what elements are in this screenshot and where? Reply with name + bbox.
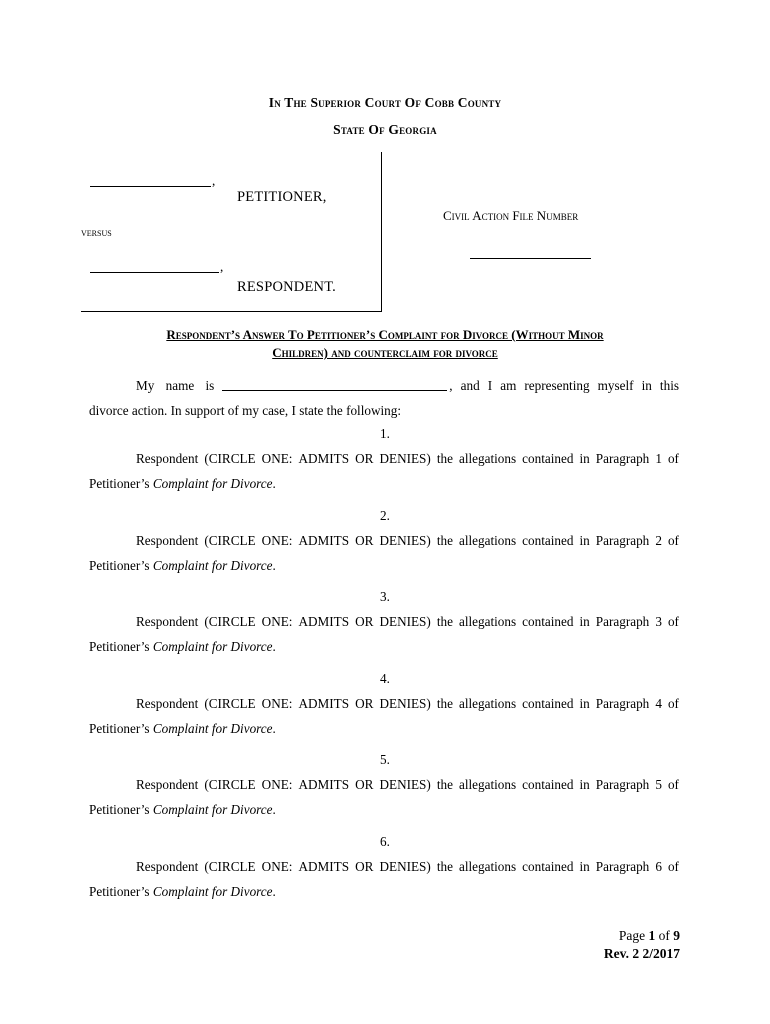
paragraph-word: the: [436, 614, 453, 629]
respondent-name-field[interactable]: [222, 378, 447, 391]
paragraph-word: the: [436, 858, 453, 874]
paragraph-end: .: [272, 802, 276, 817]
document-title: [80, 326, 690, 362]
paragraph-line-1: [136, 614, 679, 630]
paragraph-word: OR: [355, 777, 374, 792]
paragraph-word: OR: [355, 858, 374, 874]
paragraph-word: OR: [355, 532, 374, 548]
paragraph-word: contained: [522, 614, 574, 629]
paragraph-word: contained: [522, 858, 574, 874]
intro-line-1: [136, 378, 679, 394]
paragraph-word: Respondent: [136, 695, 199, 711]
paragraph-word: 1: [655, 451, 662, 466]
paragraph-word: contained: [522, 451, 574, 466]
paragraph-word: (CIRCLE: [204, 777, 256, 792]
complaint-reference: Complaint for Divorce: [152, 802, 273, 817]
paragraph-line-2: [89, 721, 276, 737]
paragraph-word: (CIRCLE: [204, 532, 256, 548]
paragraph-word: in: [579, 777, 590, 792]
paragraph-word: (CIRCLE: [204, 614, 256, 629]
paragraph-word: ADMITS: [298, 695, 350, 711]
petitioner-comma: ,: [212, 173, 216, 188]
paragraph-line-1: [136, 777, 679, 793]
page-word: Page: [618, 928, 646, 943]
paragraph-line-1: [136, 533, 679, 549]
paragraph-word: the: [436, 695, 453, 711]
paragraph-word: 4: [655, 695, 662, 711]
paragraph-end: .: [272, 639, 276, 654]
paragraph-word: Paragraph: [595, 532, 650, 548]
paragraph-word: 5: [655, 777, 662, 792]
paragraph-word: (CIRCLE: [204, 451, 256, 466]
paragraph-end: .: [272, 557, 276, 573]
paragraph-word: in: [579, 451, 590, 466]
paragraph-word: in: [579, 532, 590, 548]
paragraph-line-2: [89, 802, 276, 818]
paragraph-word: Respondent: [136, 777, 199, 792]
petitioner-name-blank[interactable]: [90, 172, 211, 187]
caption-horizontal-divider: [81, 311, 382, 312]
paragraph-word: DENIES): [379, 777, 431, 792]
paragraph-word: the: [436, 777, 453, 792]
paragraph-word: ADMITS: [298, 614, 350, 629]
paragraph-word: contained: [522, 532, 574, 548]
paragraph-number: 6.: [380, 833, 390, 849]
petitioner-label: PETITIONER,: [237, 189, 327, 205]
page-of: of: [658, 928, 670, 943]
paragraph-word: ONE:: [261, 777, 293, 792]
paragraph-word: (CIRCLE: [204, 858, 256, 874]
state-heading: State Of Georgia: [333, 122, 437, 137]
caption-vertical-divider: [381, 152, 382, 312]
civil-action-label: Civil Action File Number: [443, 208, 579, 223]
paragraph-number: 4.: [380, 670, 390, 686]
complaint-reference: Complaint for Divorce: [152, 639, 273, 654]
paragraph-word: ONE:: [261, 695, 293, 711]
document-title-line-1: Respondent’s Answer To Petitioner’s Complaint for Divorce (Without Minor: [166, 327, 604, 342]
page-number: [619, 928, 680, 944]
paragraph-word: contained: [522, 777, 574, 792]
paragraph-end: .: [272, 476, 276, 491]
paragraph-word: Paragraph: [595, 614, 650, 629]
paragraph-word: OR: [355, 614, 374, 629]
paragraph-word: of: [667, 777, 679, 792]
complaint-reference: Complaint for Divorce: [152, 476, 273, 491]
paragraph-number: 5.: [380, 752, 390, 767]
paragraph-word: DENIES): [379, 695, 431, 711]
paragraph-word: DENIES): [379, 532, 431, 548]
paragraph-word: 3: [655, 614, 662, 629]
paragraph-word: of: [667, 858, 679, 874]
paragraph-word: allegations: [458, 451, 517, 466]
respondent-label: RESPONDENT.: [237, 279, 337, 295]
paragraph-word: in: [579, 614, 590, 629]
paragraph-word: allegations: [458, 532, 517, 548]
complaint-reference: Complaint for Divorce: [152, 883, 273, 899]
paragraph-word: Paragraph: [595, 858, 650, 874]
respondent-name-blank[interactable]: [90, 258, 219, 273]
versus-label: versus: [81, 227, 112, 239]
paragraph-end: .: [272, 720, 276, 736]
paragraph-word: contained: [522, 695, 574, 711]
page-current: 1: [648, 928, 656, 943]
intro-suffix: , and I am representing myself in this: [449, 378, 679, 393]
paragraph-number: 2.: [380, 507, 390, 523]
paragraph-word: ONE:: [261, 614, 293, 629]
paragraph-word: (CIRCLE: [204, 695, 256, 711]
paragraph-prefix: Petitioner’s: [89, 476, 150, 491]
paragraph-word: allegations: [458, 777, 517, 792]
paragraph-word: Respondent: [136, 451, 199, 466]
paragraph-word: Paragraph: [595, 777, 650, 792]
paragraph-word: in: [579, 858, 590, 874]
paragraph-word: in: [579, 695, 590, 711]
paragraph-number: 3.: [380, 589, 390, 604]
paragraph-line-2: [89, 558, 276, 574]
paragraph-word: 6: [655, 858, 662, 874]
paragraph-word: DENIES): [379, 614, 431, 629]
paragraph-word: ADMITS: [298, 532, 350, 548]
paragraph-word: of: [667, 614, 679, 629]
paragraph-word: 2: [655, 532, 662, 548]
paragraph-word: OR: [355, 451, 374, 466]
paragraph-word: of: [667, 532, 679, 548]
paragraph-word: the: [436, 451, 453, 466]
intro-line-2: divorce action. In support of my case, I state the following:: [89, 403, 402, 418]
paragraph-word: of: [667, 695, 679, 711]
paragraph-word: ONE:: [261, 858, 293, 874]
paragraph-word: ADMITS: [298, 777, 350, 792]
paragraph-word: ADMITS: [298, 858, 350, 874]
paragraph-prefix: Petitioner’s: [89, 802, 150, 817]
paragraph-prefix: Petitioner’s: [89, 720, 150, 736]
document-title-line-2: Children) and counterclaim for divorce: [272, 345, 498, 360]
paragraph-word: of: [667, 451, 679, 466]
paragraph-word: allegations: [458, 614, 517, 629]
respondent-comma: ,: [220, 259, 224, 274]
paragraph-word: Respondent: [136, 614, 199, 629]
paragraph-word: OR: [355, 695, 374, 711]
paragraph-word: allegations: [458, 695, 517, 711]
paragraph-word: allegations: [458, 858, 517, 874]
complaint-reference: Complaint for Divorce: [152, 557, 273, 573]
paragraph-word: DENIES): [379, 858, 431, 874]
paragraph-prefix: Petitioner’s: [89, 639, 150, 654]
paragraph-word: the: [436, 532, 453, 548]
civil-action-number-blank[interactable]: [470, 245, 591, 259]
paragraph-word: ADMITS: [298, 451, 350, 466]
court-heading: In The Superior Court Of Cobb County: [268, 95, 502, 110]
paragraph-line-1: [136, 859, 679, 875]
intro-prefix: My name is: [136, 378, 215, 393]
paragraph-number: 1.: [380, 426, 390, 441]
complaint-reference: Complaint for Divorce: [152, 720, 273, 736]
paragraph-line-2: [89, 476, 276, 492]
paragraph-line-1: [136, 451, 679, 467]
paragraph-line-2: [89, 639, 276, 655]
paragraph-line-2: [89, 884, 276, 900]
paragraph-end: .: [272, 883, 276, 899]
paragraph-word: ONE:: [261, 451, 293, 466]
revision-label: Rev. 2 2/2017: [603, 946, 680, 961]
paragraph-word: Paragraph: [595, 451, 650, 466]
paragraph-prefix: Petitioner’s: [89, 557, 150, 573]
paragraph-word: ONE:: [261, 532, 293, 548]
paragraph-word: Respondent: [136, 858, 199, 874]
paragraph-line-1: [136, 696, 679, 712]
paragraph-word: DENIES): [379, 451, 431, 466]
paragraph-word: Paragraph: [595, 695, 650, 711]
paragraph-prefix: Petitioner’s: [89, 883, 150, 899]
page-total: 9: [673, 928, 680, 943]
paragraph-word: Respondent: [136, 532, 199, 548]
